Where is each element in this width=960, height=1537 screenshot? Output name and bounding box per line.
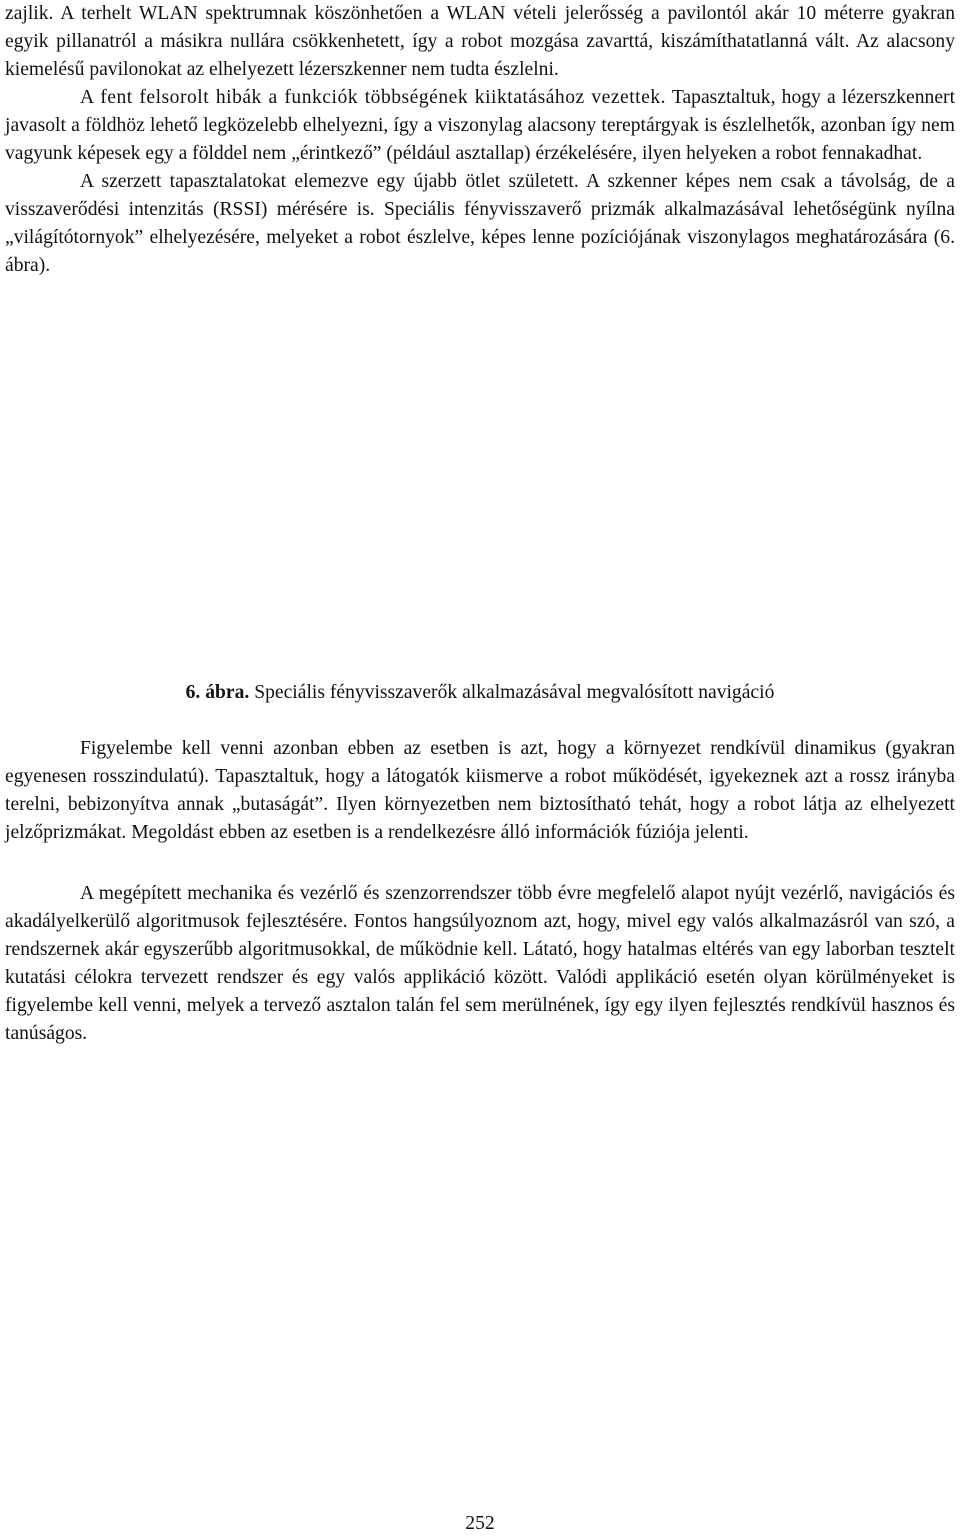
paragraph-4 xyxy=(5,735,955,847)
para1-sentence-1: zajlik. A terhelt WLAN spektrumnak köszönhetően a WLAN vételi jelerősség a pavilontól akár 10 méterre gyakran egyik pillanatról a másikra nullára csökkenhetett, így a robot mozgása zavarttá, kiszámíthatatlanná vált. xyxy=(5,3,955,52)
paragraph-3 xyxy=(5,168,955,280)
upper-text xyxy=(5,0,955,280)
para3-sentence-1: A szerzett tapasztalatokat elemezve egy újabb ötlet született. xyxy=(80,171,579,192)
caption-number: 6. ábra. xyxy=(185,682,250,703)
paragraph-5-text: A megépített mechanika és vezérlő és szenzorrendszer több évre megfelelő alapot nyújt vezérlő, navigációs és akadályelkerülő algoritmusok fejlesztésére. Fontos hangsúlyoznom azt, hogy, mivel egy valós alkalmazásról van szó, a rendszernek akár egyszerűbb algoritmusokkal, de működnie kell. Látató, hogy hatalmas eltérés van egy laborban tesztelt kutatási célokra tervezett rendszer és egy valós applikáció között. Valódi applikáció esetén olyan körülményeket is figyelembe kell venni, melyek a tervező asztalon talán fel sem merülnének, így egy ilyen fejlesztés rendkívül hasznos és tanúságos. xyxy=(5,883,955,1044)
para2-sentence-2: Tapasztaltuk, hogy a lézerszkennert javasolt a földhöz lehető legközelebb elhelyezni, így a viszonylag alacsony tereptárgyak is észlelhetők, azonban így nem vagyunk képesek egy a földdel nem „érintkező” (például asztallap) érzékelésére, ilyen helyeken a robot fennakadhat. xyxy=(5,87,956,164)
para1-sentence-2: Az alacsony kiemelésű pavilonokat az elhelyezett lézerszkenner nem tudta észlelni. xyxy=(5,31,955,80)
para3-sentence-3: Speciális fényvisszaverő prizmák alkalmazásával lehetőségünk nyílna „világítótornyok” elhelyezésére, melyeket a robot észlelve, képes lenne pozíciójának viszonylagos meghatározására (6. ábra). xyxy=(5,199,955,276)
paragraph-2 xyxy=(5,84,955,168)
para3-sentence-2: A szkenner képes nem csak a távolság, de a visszaverődési intenzitás (RSSI) mérésére is. xyxy=(5,171,955,220)
paragraph-4-text: Figyelembe kell venni azonban ebben az esetben is azt, hogy a környezet rendkívül dinamikus (gyakran egyenesen rosszindulatú). Tapasztaltuk, hogy a látogatók kiismerve a robot működését, igyekeznek azt a rossz irányba terelni, bebizonyítva annak „butaságát”. Ilyen környezetben nem biztosítható tehát, hogy a robot látja az elhelyezett jelzőprizmákat. Megoldást ebben az esetben is a rendelkezésre álló információk fúziója jelenti. xyxy=(5,738,955,843)
figure-caption xyxy=(0,679,960,707)
caption-text: Speciális fényvisszaverők alkalmazásával megvalósított navigáció xyxy=(254,682,775,703)
para2-sentence-1: A fent felsorolt hibák a funkciók többségének kiiktatásához vezettek. xyxy=(80,87,667,108)
paragraph-1 xyxy=(5,0,955,84)
paragraph-5 xyxy=(5,880,955,1048)
page-number: 252 xyxy=(465,1513,495,1534)
